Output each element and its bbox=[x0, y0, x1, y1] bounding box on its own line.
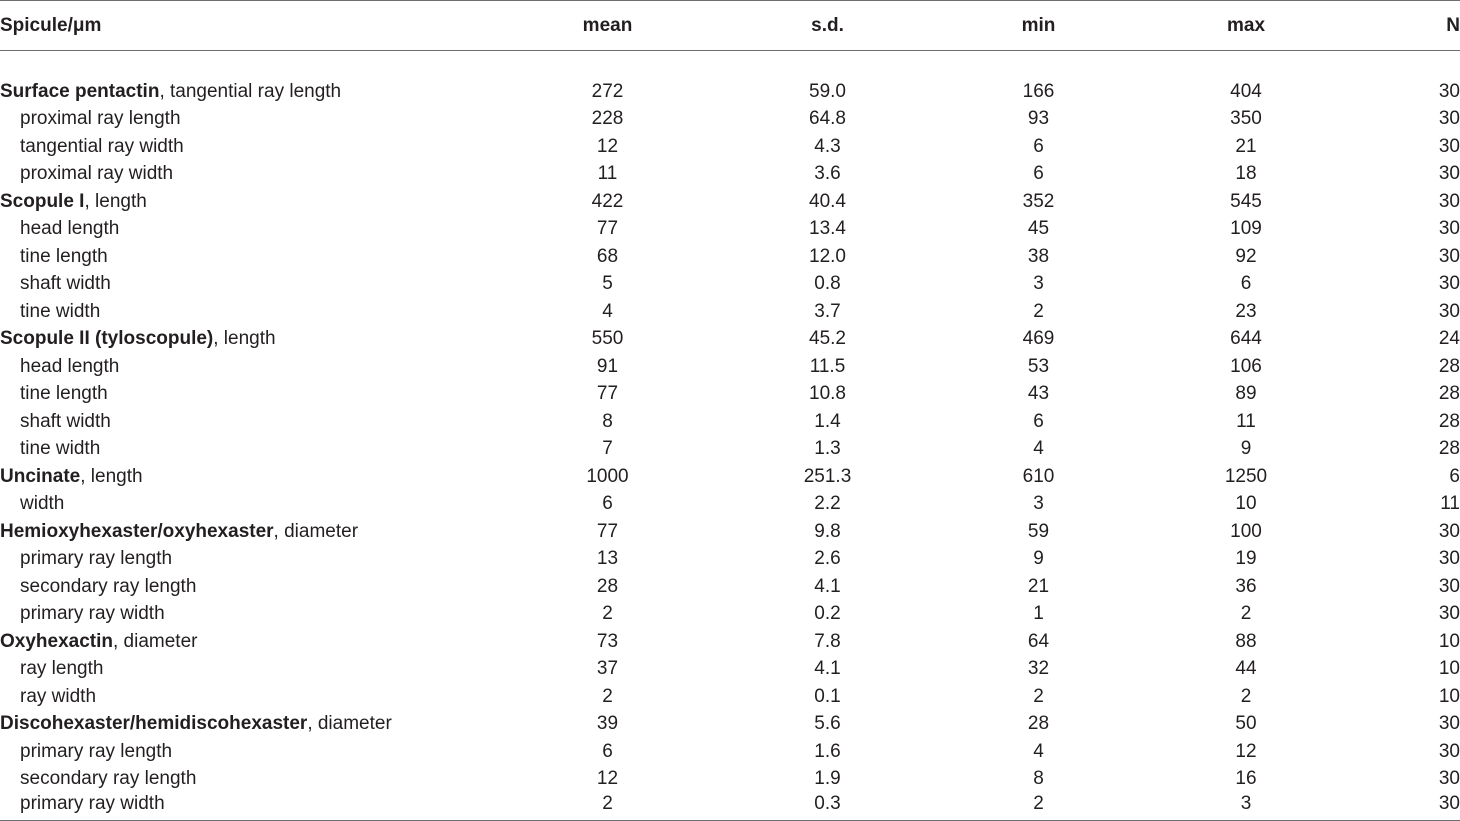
table-row bbox=[0, 628, 1460, 656]
spicule-label-cell bbox=[0, 381, 520, 409]
spicule-type-name: Hemioxyhexaster/oxyhexaster bbox=[0, 520, 274, 542]
mean-cell: 12 bbox=[596, 135, 619, 157]
max-cell: 11 bbox=[1236, 410, 1256, 432]
n-cell: 30 bbox=[1438, 520, 1460, 542]
measurement-name: secondary ray length bbox=[20, 768, 197, 790]
mean-cell: 73 bbox=[596, 630, 619, 652]
min-cell: 166 bbox=[1022, 80, 1055, 102]
max-cell: 1250 bbox=[1224, 465, 1268, 487]
table-row bbox=[0, 463, 1460, 491]
min-cell: 1 bbox=[1033, 603, 1044, 625]
mean-cell: 77 bbox=[596, 383, 619, 405]
sd-cell: 13.4 bbox=[809, 218, 846, 240]
sd-cell: 9.8 bbox=[814, 520, 841, 542]
sd-cell: 64.8 bbox=[809, 108, 846, 130]
sd-cell: 11.5 bbox=[809, 355, 846, 377]
min-cell: 32 bbox=[1027, 658, 1050, 680]
table-row bbox=[0, 656, 1460, 684]
n-cell: 28 bbox=[1438, 383, 1460, 405]
header-spicule: Spicule/μm bbox=[0, 1, 520, 51]
measurement-name: primary ray width bbox=[20, 603, 165, 625]
sd-cell: 1.6 bbox=[814, 740, 841, 762]
table-row bbox=[0, 711, 1460, 739]
spicule-label-cell bbox=[0, 546, 520, 574]
table-row bbox=[0, 353, 1460, 381]
n-cell: 6 bbox=[1449, 465, 1460, 487]
min-cell: 93 bbox=[1027, 108, 1050, 130]
header-mean: mean bbox=[520, 1, 695, 51]
header-row bbox=[0, 1, 1460, 51]
mean-cell: 12 bbox=[596, 768, 619, 790]
sd-cell: 5.6 bbox=[814, 713, 841, 735]
sd-cell: 0.8 bbox=[814, 273, 841, 295]
n-cell: 24 bbox=[1438, 328, 1460, 350]
min-cell: 6 bbox=[1033, 410, 1044, 432]
max-cell: 404 bbox=[1230, 80, 1262, 102]
header-n: N bbox=[1375, 1, 1460, 51]
measurement-name: width bbox=[20, 493, 65, 515]
table-row bbox=[0, 491, 1460, 519]
table-row bbox=[0, 573, 1460, 601]
mean-cell: 1000 bbox=[586, 465, 629, 487]
table-row bbox=[0, 683, 1460, 711]
n-cell: 10 bbox=[1438, 630, 1460, 652]
table-row bbox=[0, 381, 1460, 409]
max-cell: 12 bbox=[1235, 740, 1257, 762]
spicule-label-cell bbox=[0, 298, 520, 326]
measurement-name: , length bbox=[80, 465, 143, 487]
mean-cell: 228 bbox=[591, 108, 624, 130]
sd-cell: 2.6 bbox=[814, 548, 841, 570]
spicule-label-cell bbox=[0, 243, 520, 271]
max-cell: 44 bbox=[1235, 658, 1257, 680]
max-cell: 19 bbox=[1235, 548, 1257, 570]
mean-cell: 39 bbox=[596, 713, 619, 735]
spicule-label-cell bbox=[0, 491, 520, 519]
measurement-name: , diameter bbox=[273, 520, 359, 542]
sd-cell: 1.9 bbox=[814, 768, 841, 790]
table-body bbox=[0, 51, 1460, 821]
table-row bbox=[0, 161, 1460, 189]
table-row bbox=[0, 518, 1460, 546]
n-cell: 30 bbox=[1438, 740, 1460, 762]
n-cell: 10 bbox=[1438, 658, 1460, 680]
spicule-label-cell bbox=[0, 463, 520, 491]
table-row bbox=[0, 78, 1460, 106]
min-cell: 6 bbox=[1033, 135, 1044, 157]
mean-cell: 2 bbox=[520, 793, 695, 821]
max-cell: 106 bbox=[1230, 355, 1262, 377]
mean-cell: 7 bbox=[602, 438, 613, 460]
sd-cell: 251.3 bbox=[803, 465, 852, 487]
max-cell: 21 bbox=[1235, 135, 1257, 157]
mean-cell: 272 bbox=[591, 80, 624, 102]
mean-cell: 91 bbox=[596, 355, 619, 377]
min-cell: 8 bbox=[1033, 768, 1044, 790]
spicule-type-name: Discohexaster/hemidiscohexaster bbox=[0, 713, 308, 735]
measurement-name: head length bbox=[20, 218, 120, 240]
n-cell: 11 bbox=[1440, 493, 1460, 515]
measurement-name: primary ray width bbox=[20, 793, 165, 814]
n-cell: 30 bbox=[1438, 603, 1460, 625]
max-cell: 350 bbox=[1230, 108, 1262, 130]
n-cell: 28 bbox=[1438, 410, 1460, 432]
header-spacer-row bbox=[0, 51, 1460, 79]
n-cell: 30 bbox=[1438, 245, 1460, 267]
n-cell: 30 bbox=[1438, 548, 1460, 570]
max-cell: 23 bbox=[1235, 300, 1257, 322]
table-row bbox=[0, 188, 1460, 216]
spicule-type-name: Surface pentactin bbox=[0, 80, 160, 102]
n-cell: 28 bbox=[1438, 438, 1460, 460]
max-cell: 2 bbox=[1240, 685, 1252, 707]
measurement-name: , length bbox=[84, 190, 147, 212]
measurement-name: ray width bbox=[20, 685, 97, 707]
mean-cell: 68 bbox=[596, 245, 619, 267]
spicule-label-cell bbox=[0, 793, 520, 821]
sd-cell: 3.6 bbox=[814, 163, 841, 185]
mean-cell: 28 bbox=[596, 575, 619, 597]
spicule-label-cell bbox=[0, 711, 520, 739]
sd-cell: 2.2 bbox=[814, 493, 841, 515]
n-cell: 30 bbox=[1438, 273, 1460, 295]
sd-cell: 0.2 bbox=[814, 603, 841, 625]
min-cell: 2 bbox=[1033, 685, 1044, 707]
n-cell: 30 bbox=[1375, 793, 1460, 821]
n-cell: 30 bbox=[1438, 80, 1460, 102]
max-cell: 9 bbox=[1240, 438, 1252, 460]
max-cell: 89 bbox=[1235, 383, 1257, 405]
min-cell: 9 bbox=[1033, 548, 1044, 570]
max-cell: 2 bbox=[1240, 603, 1252, 625]
sd-cell: 3.7 bbox=[814, 300, 841, 322]
measurement-name: tine width bbox=[20, 438, 101, 460]
measurement-name: head length bbox=[20, 355, 120, 377]
mean-cell: 2 bbox=[602, 603, 613, 625]
max-cell: 644 bbox=[1230, 328, 1262, 350]
table-row bbox=[0, 243, 1460, 271]
spicule-label-cell bbox=[0, 133, 520, 161]
min-cell: 3 bbox=[1033, 273, 1044, 295]
spicule-label-cell bbox=[0, 766, 520, 794]
spicule-label-cell bbox=[0, 683, 520, 711]
n-cell: 30 bbox=[1438, 218, 1460, 240]
spicule-label-cell bbox=[0, 78, 520, 106]
sd-cell: 45.2 bbox=[809, 328, 846, 350]
header-max: max bbox=[1117, 1, 1375, 51]
mean-cell: 422 bbox=[591, 190, 624, 212]
measurement-name: tine length bbox=[20, 245, 108, 267]
spicule-label-cell bbox=[0, 161, 520, 189]
min-cell: 469 bbox=[1022, 328, 1055, 350]
sd-cell: 0.3 bbox=[695, 793, 960, 821]
spicule-label-cell bbox=[0, 573, 520, 601]
mean-cell: 6 bbox=[602, 493, 613, 515]
spicule-type-name: Oxyhexactin bbox=[0, 630, 113, 652]
mean-cell: 4 bbox=[602, 300, 613, 322]
mean-cell: 6 bbox=[602, 740, 613, 762]
max-cell: 10 bbox=[1235, 493, 1257, 515]
measurement-name: tangential ray width bbox=[20, 135, 184, 157]
min-cell: 53 bbox=[1027, 355, 1050, 377]
table-row bbox=[0, 271, 1460, 299]
sd-cell: 40.4 bbox=[809, 190, 846, 212]
n-cell: 30 bbox=[1438, 768, 1460, 790]
spicule-type-name: Scopule I bbox=[0, 190, 85, 212]
sd-cell: 1.3 bbox=[814, 438, 841, 460]
spicule-label-cell bbox=[0, 326, 520, 354]
spicule-label-cell bbox=[0, 408, 520, 436]
min-cell: 6 bbox=[1033, 163, 1044, 185]
min-cell: 2 bbox=[960, 793, 1117, 821]
min-cell: 64 bbox=[1027, 630, 1050, 652]
header-sd: s.d. bbox=[695, 1, 960, 51]
min-cell: 4 bbox=[1033, 438, 1044, 460]
spicule-label-cell bbox=[0, 216, 520, 244]
table-row bbox=[0, 106, 1460, 134]
n-cell: 30 bbox=[1438, 713, 1460, 735]
measurement-name: shaft width bbox=[20, 410, 111, 432]
min-cell: 38 bbox=[1027, 245, 1050, 267]
mean-cell: 8 bbox=[602, 410, 613, 432]
min-cell: 4 bbox=[1033, 740, 1044, 762]
table-row bbox=[0, 793, 1460, 821]
sd-cell: 4.3 bbox=[814, 135, 841, 157]
n-cell: 30 bbox=[1438, 163, 1460, 185]
n-cell: 30 bbox=[1438, 190, 1460, 212]
min-cell: 28 bbox=[1027, 713, 1050, 735]
spicule-label-cell bbox=[0, 353, 520, 381]
max-cell: 3 bbox=[1117, 793, 1375, 821]
table-header bbox=[0, 1, 1460, 51]
mean-cell: 77 bbox=[596, 218, 619, 240]
table-row bbox=[0, 766, 1460, 794]
measurement-name: tine width bbox=[20, 300, 101, 322]
n-cell: 10 bbox=[1438, 685, 1460, 707]
measurement-name: , diameter bbox=[307, 713, 392, 735]
max-cell: 88 bbox=[1235, 630, 1257, 652]
sd-cell: 10.8 bbox=[809, 383, 846, 405]
mean-cell: 13 bbox=[596, 548, 619, 570]
header-min: min bbox=[960, 1, 1117, 51]
min-cell: 21 bbox=[1027, 575, 1050, 597]
table-row bbox=[0, 133, 1460, 161]
measurement-name: ray length bbox=[20, 658, 104, 680]
spicule-label-cell bbox=[0, 656, 520, 684]
measurement-name: , length bbox=[213, 328, 276, 350]
spicule-type-name: Scopule II (tyloscopule) bbox=[0, 328, 214, 350]
measurement-name: , tangential ray length bbox=[159, 80, 342, 102]
table-row bbox=[0, 436, 1460, 464]
spicule-label-cell bbox=[0, 436, 520, 464]
min-cell: 352 bbox=[1022, 190, 1055, 212]
measurement-name: , diameter bbox=[113, 630, 198, 652]
min-cell: 45 bbox=[1027, 218, 1050, 240]
min-cell: 59 bbox=[1027, 520, 1050, 542]
table-row bbox=[0, 298, 1460, 326]
sd-cell: 1.4 bbox=[814, 410, 841, 432]
max-cell: 545 bbox=[1230, 190, 1262, 212]
sd-cell: 12.0 bbox=[809, 245, 846, 267]
spicule-label-cell bbox=[0, 188, 520, 216]
n-cell: 28 bbox=[1438, 355, 1460, 377]
measurement-name: proximal ray length bbox=[20, 108, 181, 130]
n-cell: 30 bbox=[1438, 575, 1460, 597]
spicule-label-cell bbox=[0, 106, 520, 134]
sd-cell: 59.0 bbox=[809, 80, 846, 102]
max-cell: 18 bbox=[1235, 163, 1257, 185]
mean-cell: 2 bbox=[602, 685, 613, 707]
max-cell: 92 bbox=[1235, 245, 1257, 267]
min-cell: 2 bbox=[1033, 300, 1044, 322]
spicule-label-cell bbox=[0, 518, 520, 546]
table-row bbox=[0, 326, 1460, 354]
measurement-name: secondary ray length bbox=[20, 575, 197, 597]
sd-cell: 7.8 bbox=[814, 630, 841, 652]
n-cell: 30 bbox=[1438, 108, 1460, 130]
min-cell: 3 bbox=[1033, 493, 1044, 515]
spicule-label-cell bbox=[0, 738, 520, 766]
table-row bbox=[0, 546, 1460, 574]
measurement-name: tine length bbox=[20, 383, 108, 405]
mean-cell: 77 bbox=[596, 520, 619, 542]
n-cell: 30 bbox=[1438, 135, 1460, 157]
max-cell: 36 bbox=[1235, 575, 1257, 597]
spicule-label-cell bbox=[0, 271, 520, 299]
sd-cell: 0.1 bbox=[814, 685, 841, 707]
table-row bbox=[0, 408, 1460, 436]
max-cell: 50 bbox=[1235, 713, 1257, 735]
spicule-type-name: Uncinate bbox=[0, 465, 81, 487]
sd-cell: 4.1 bbox=[814, 658, 841, 680]
table-row bbox=[0, 601, 1460, 629]
n-cell: 30 bbox=[1438, 300, 1460, 322]
table-row bbox=[0, 216, 1460, 244]
sd-cell: 4.1 bbox=[814, 575, 841, 597]
spicule-label-cell bbox=[0, 628, 520, 656]
mean-cell: 11 bbox=[597, 163, 618, 185]
mean-cell: 37 bbox=[596, 658, 619, 680]
mean-cell: 550 bbox=[591, 328, 624, 350]
max-cell: 109 bbox=[1230, 218, 1262, 240]
mean-cell: 5 bbox=[602, 273, 613, 295]
measurement-name: primary ray length bbox=[20, 740, 173, 762]
measurement-name: proximal ray width bbox=[20, 163, 174, 185]
spacer-cell bbox=[0, 51, 1460, 79]
measurement-name: primary ray length bbox=[20, 548, 173, 570]
table-row bbox=[0, 738, 1460, 766]
min-cell: 610 bbox=[1022, 465, 1055, 487]
min-cell: 43 bbox=[1027, 383, 1050, 405]
max-cell: 6 bbox=[1240, 273, 1252, 295]
max-cell: 100 bbox=[1230, 520, 1262, 542]
measurement-name: shaft width bbox=[20, 273, 111, 295]
spicule-label-cell bbox=[0, 601, 520, 629]
max-cell: 16 bbox=[1235, 768, 1257, 790]
